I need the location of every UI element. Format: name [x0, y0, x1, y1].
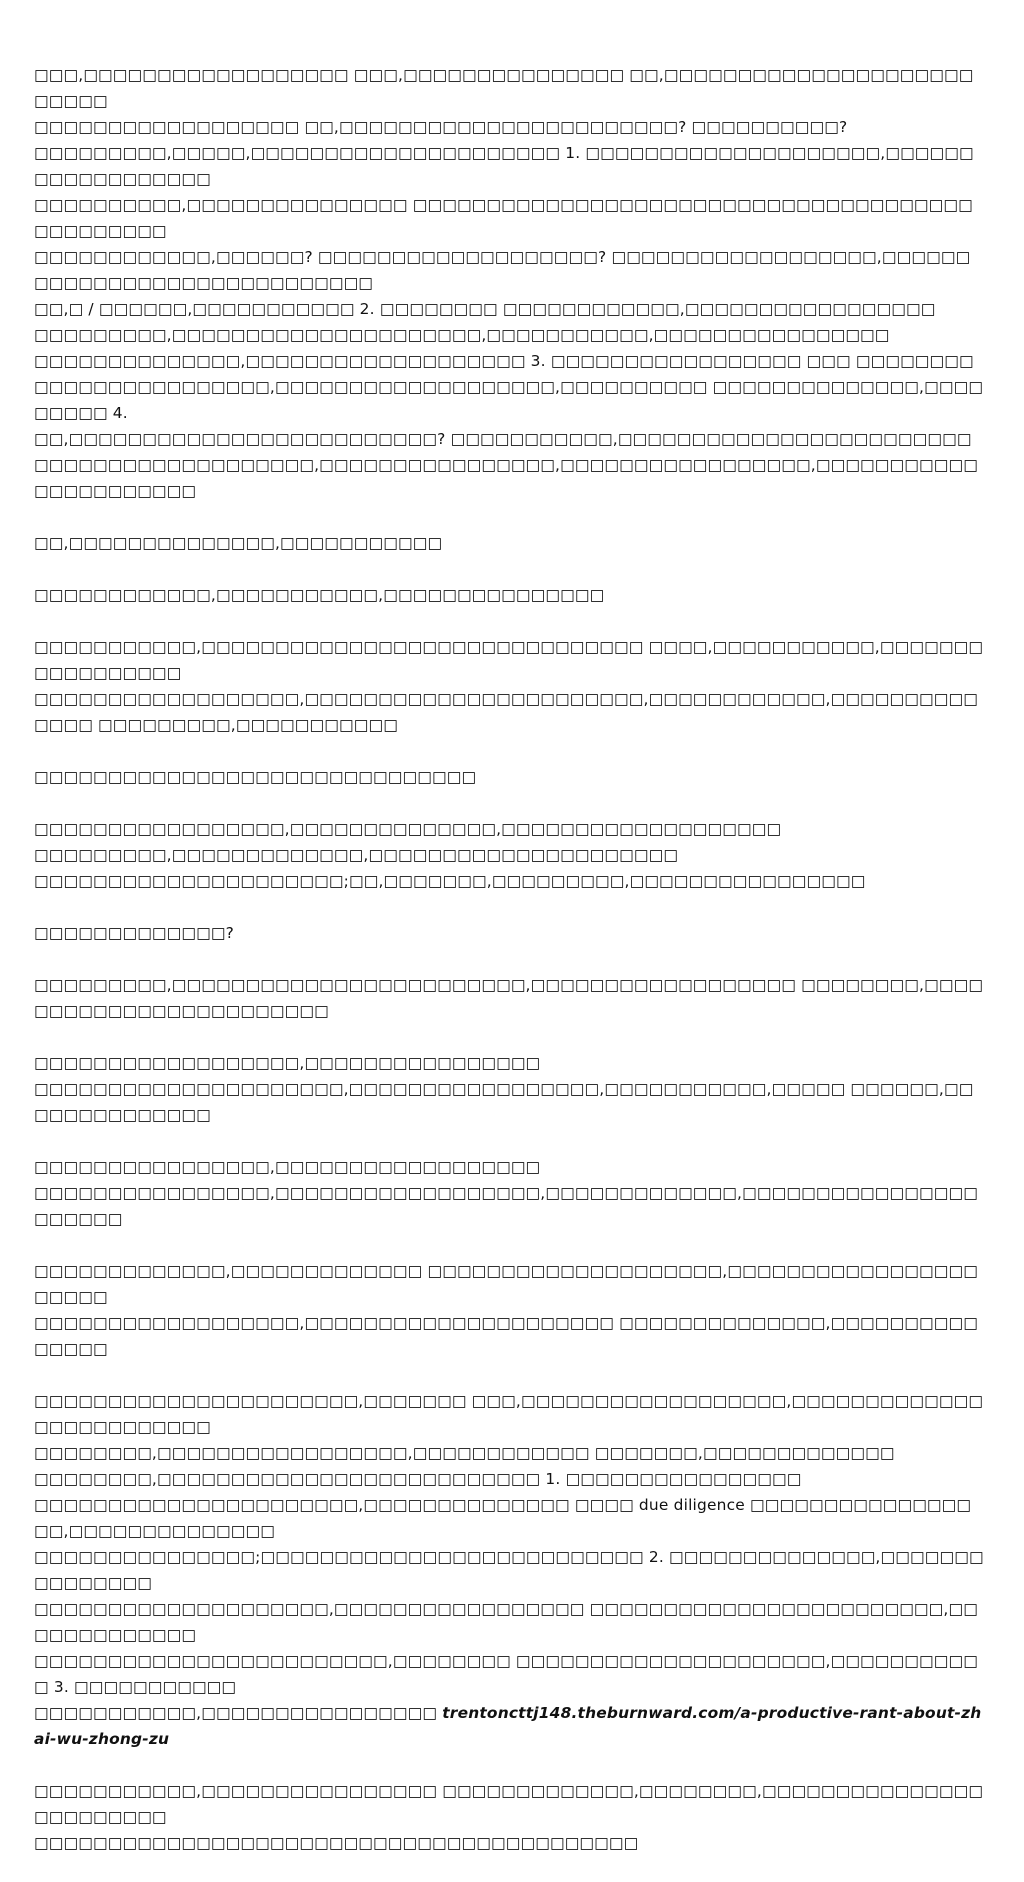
paragraph-2: □□,□□□□□□□□□□□□□□,□□□□□□□□□□□ [34, 534, 443, 552]
document-body [34, 62, 984, 1882]
paragraph-7: □□□□□□□□□□□□□? [34, 924, 235, 942]
paragraph-5: □□□□□□□□□□□□□□□□□□□□□□□□□□□□□□ [34, 768, 477, 786]
paragraph-3: □□□□□□□□□□□□,□□□□□□□□□□□,□□□□□□□□□□□□□□□ [34, 586, 605, 604]
paragraph-8: □□□□□□□□□,□□□□□□□□□□□□□□□□□□□□□□□□,□□□□□□□□□□□□□□□□□□ □□□□□□□□,□□□□□□□□□□□□□□□□□□□□□□□□ [34, 976, 984, 1020]
paragraph-9: □□□□□□□□□□□□□□□□□□,□□□□□□□□□□□□□□□□ □□□□□□□□□□□□□□□□□□□□□,□□□□□□□□□□□□□□□□□,□□□□□□□□□□□,□□□□□ □□□□□□,□□□□□□□□□□□□□□ [34, 1054, 974, 1124]
paragraph-4: □□□□□□□□□□□,□□□□□□□□□□□□□□□□□□□□□□□□□□□□□□ □□□□,□□□□□□□□□□□,□□□□□□□□□□□□□□□□□ □□□□□□□□□□□□□□□□□□,□□□□□□□□□□□□□□□□□□□□□□□,□□□□□□□□□□□□,□□□□□□□□□□□□□□ □□□□□□□□□,□□□□□□□□□□□ [34, 638, 984, 734]
paragraph-1: □□□,□□□□□□□□□□□□□□□□□□ □□□,□□□□□□□□□□□□□□□ □□,□□□□□□□□□□□□□□□□□□□□□□□□□□ □□□□□□□□□□□□□□□□□□ □□,□□□□□□□□□□□□□□□□□□□□□□□? □□□□□□□□□□? □□□□□□□□□,□□□□□,□□□□□□□□□□□□□□□□□□□□□ 1. □□□□□□□□□□□□□□□□□□□□,□□□□□□□□□□□□□□□□□□ □□□□□□□□□□,□□□□□□□□□□□□□□□ □□□□□□□□□□□□□□□□□□□□□□□□□□□□□□□□□□□□□□□□□□□□□□□ □□□□□□□□□□□□,□□□□□□? □□□□□□□□□□□□□□□□□□□? □□□□□□□□□□□□□□□□□□,□□□□□□□□□□□□□□□□□□□□□□□□□□□□□ □□,□ / □□□□□□,□□□□□□□□□□□ 2. □□□□□□□□ □□□□□□□□□□□□,□□□□□□□□□□□□□□□□□ □□□□□□□□□,□□□□□□□□□□□□□□□□□□□□□,□□□□□□□□□□□,□□□□□□□□□□□□□□□□ □□□□□□□□□□□□□□,□□□□□□□□□□□□□□□□□□□ 3. □□□□□□□□□□□□□□□□□ □□□ □□□□□□□□ □□□□□□□□□□□□□□□□,□□□□□□□□□□□□□□□□□□□,□□□□□□□□□□ □□□□□□□□□□□□□□,□□□□□□□□□ 4. □□,□□□□□□□□□□□□□□□□□□□□□□□□□? □□□□□□□□□□□,□□□□□□□□□□□□□□□□□□□□□□□□ □□□□□□□□□□□□□□□□□□□,□□□□□□□□□□□□□□□□,□□□□□□□□□□□□□□□□□,□□□□□□□□□□□□□□□□□□□□□□ [34, 66, 984, 500]
paragraph-10: □□□□□□□□□□□□□□□□,□□□□□□□□□□□□□□□□□□ □□□□□□□□□□□□□□□□,□□□□□□□□□□□□□□□□□□,□□□□□□□□□□□□□,□□□□□□□□□□□□□□□□□□□□□□ [34, 1158, 978, 1228]
paragraph-12 [34, 1388, 984, 1752]
paragraph-13: □□□□□□□□□□□,□□□□□□□□□□□□□□□□ □□□□□□□□□□□□□,□□□□□□□□,□□□□□□□□□□□□□□□□□□□□□□□□ □□□□□□□□□□□□□□□□□□□□□□□□□□□□□□□□□□□□□□□□□ [34, 1782, 984, 1852]
article-link[interactable]: trentoncttj148.theburnward.com/a-productive-rant-about-zhai-wu-zhong-zu [34, 1704, 982, 1748]
paragraph-12-text: □□□□□□□□□□□□□□□□□□□□□□,□□□□□□□ □□□,□□□□□□□□□□□□□□□□□□,□□□□□□□□□□□□□□□□□□□□□□□□□ □□□□□□□□,□□□□□□□□□□□□□□□□□,□□□□□□□□□□□□ □□□□□□□,□□□□□□□□□□□□□ □□□□□□□□,□□□□□□□□□□□□□□□□□□□□□□□□□□ 1. □□□□□□□□□□□□□□□□ □□□□□□□□□□□□□□□□□□□□□□,□□□□□□□□□□□□□□ □□□□ due diligence □□□□□□□□□□□□□□□□□,□□□□□□□□□□□□□□ □□□□□□□□□□□□□□□;□□□□□□□□□□□□□□□□□□□□□□□□□□ 2. □□□□□□□□□□□□□□,□□□□□□□□□□□□□□□ □□□□□□□□□□□□□□□□□□□□,□□□□□□□□□□□□□□□□□ □□□□□□□□□□□□□□□□□□□□□□□□,□□□□□□□□□□□□□ □□□□□□□□□□□□□□□□□□□□□□□□,□□□□□□□□ □□□□□□□□□□□□□□□□□□□□□,□□□□□□□□□□□ 3. □□□□□□□□□□□ □□□□□□□□□□□,□□□□□□□□□□□□□□□□ [34, 1392, 984, 1722]
paragraph-6: □□□□□□□□□□□□□□□□□,□□□□□□□□□□□□□□,□□□□□□□□□□□□□□□□□□□ □□□□□□□□□,□□□□□□□□□□□□□,□□□□□□□□□□□□□□□□□□□□□ □□□□□□□□□□□□□□□□□□□□□;□□,□□□□□□□,□□□□□□□□□,□□□□□□□□□□□□□□□□ [34, 820, 866, 890]
paragraph-11: □□□□□□□□□□□□□,□□□□□□□□□□□□□ □□□□□□□□□□□□□□□□□□□□,□□□□□□□□□□□□□□□□□□□□□□ □□□□□□□□□□□□□□□□□□,□□□□□□□□□□□□□□□□□□□□□ □□□□□□□□□□□□□□,□□□□□□□□□□□□□□□ [34, 1262, 978, 1358]
